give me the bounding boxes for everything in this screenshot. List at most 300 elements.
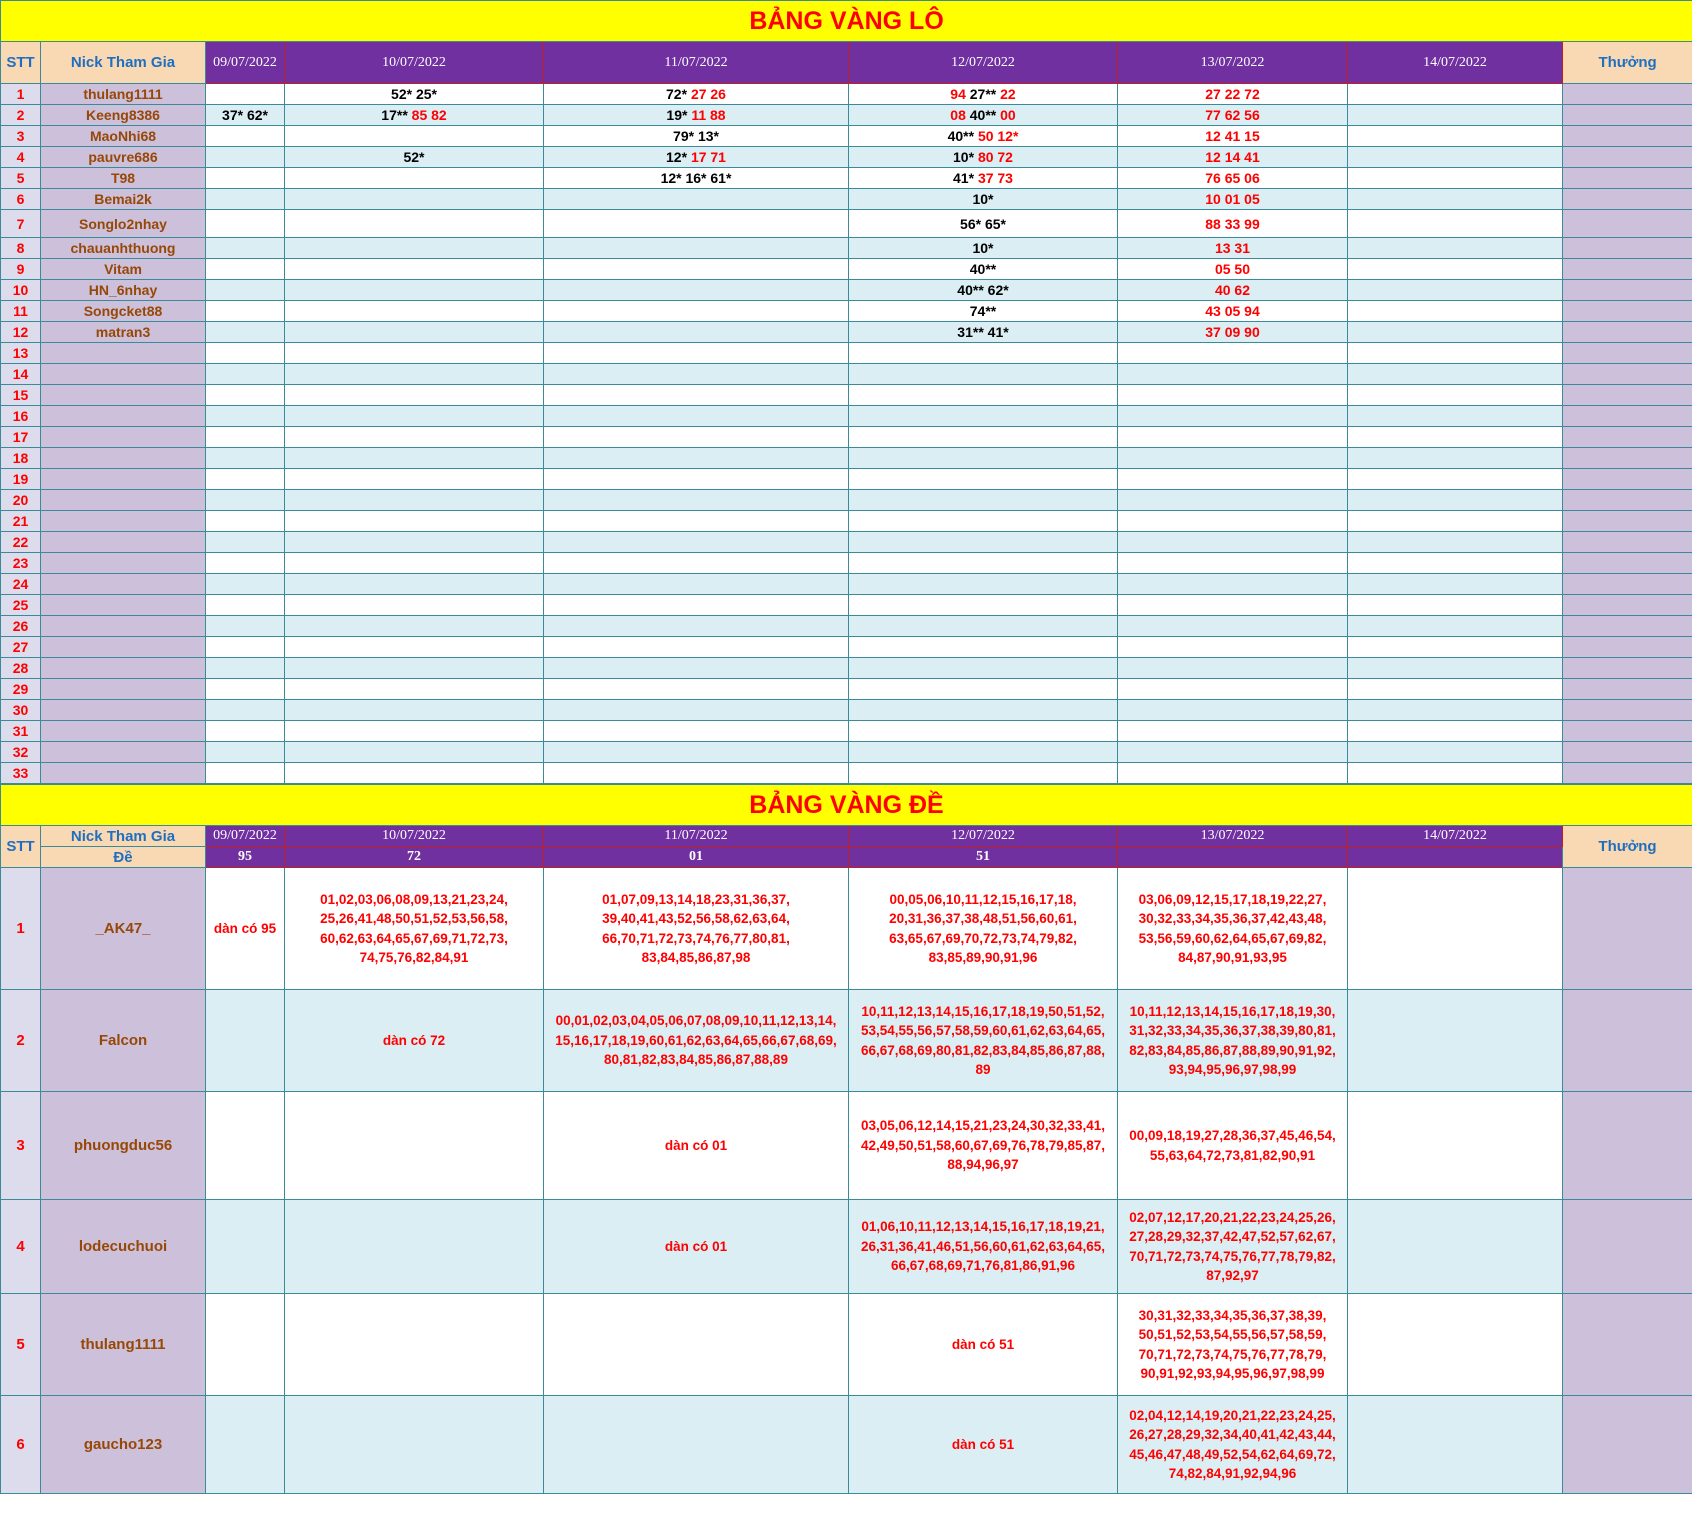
lo-pick-cell — [285, 105, 544, 126]
lo-pick-cell — [544, 189, 849, 210]
lo-pick-cell — [1118, 574, 1348, 595]
lo-row-prize — [1563, 742, 1692, 763]
lo-pick-cell — [544, 105, 849, 126]
lo-pick-cell — [206, 574, 285, 595]
lo-pick-cell — [1348, 700, 1563, 721]
lo-table-row — [1, 658, 1692, 679]
lo-pick-cell — [1118, 679, 1348, 700]
cell-segment: ,56,60,61, 63,65,67,69,70,72,73,74,79,82, 83,85,89,90,91,96 — [889, 911, 1077, 965]
lo-pick-cell — [285, 637, 544, 658]
lo-row-stt: 30 — [1, 700, 41, 721]
cell-segment: 10* — [953, 149, 978, 165]
lo-pick-cell — [544, 490, 849, 511]
lo-row-stt: 2 — [1, 105, 41, 126]
lo-row-stt: 23 — [1, 553, 41, 574]
de-header-date: 10/07/2022 — [285, 826, 544, 847]
lo-pick-cell — [206, 343, 285, 364]
de-table-row — [1, 1396, 1692, 1494]
lo-row-nick: pauvre686 — [41, 147, 206, 168]
lo-pick-cell — [1348, 210, 1563, 238]
de-result — [1348, 847, 1563, 868]
lo-pick-cell — [544, 658, 849, 679]
lo-pick-cell — [1118, 105, 1348, 126]
lo-row-prize — [1563, 511, 1692, 532]
lo-pick-cell — [544, 616, 849, 637]
lo-pick-cell — [1348, 343, 1563, 364]
lo-pick-cell — [285, 763, 544, 784]
cell-segment: 22 — [1000, 86, 1016, 102]
lo-pick-cell — [285, 126, 544, 147]
lo-row-stt: 3 — [1, 126, 41, 147]
de-table-row — [1, 868, 1692, 990]
lo-row-nick: MaoNhi68 — [41, 126, 206, 147]
lo-pick-cell — [1348, 280, 1563, 301]
de-pick-cell — [849, 1200, 1118, 1294]
de-header-date: 09/07/2022 — [206, 826, 285, 847]
lo-row-prize — [1563, 637, 1692, 658]
de-row-stt: 5 — [1, 1294, 41, 1396]
cell-segment: 85 82 — [411, 107, 447, 123]
lo-pick-cell — [544, 532, 849, 553]
lo-pick-cell — [1348, 126, 1563, 147]
lo-row-nick: T98 — [41, 168, 206, 189]
lo-pick-cell — [544, 595, 849, 616]
cell-segment: 40** — [969, 261, 997, 277]
cell-segment: 31** 41* — [957, 324, 1009, 340]
lo-pick-cell — [206, 238, 285, 259]
lo-pick-cell — [1348, 511, 1563, 532]
lo-pick-cell — [1118, 84, 1348, 105]
lo-pick-cell — [206, 364, 285, 385]
cell-segment: 52* — [403, 149, 425, 165]
lo-pick-cell — [544, 238, 849, 259]
lo-table-row — [1, 147, 1692, 168]
cell-segment: 94 — [950, 86, 970, 102]
de-pick-cell — [206, 1200, 285, 1294]
lo-row-nick — [41, 364, 206, 385]
lo-pick-cell — [285, 469, 544, 490]
lo-pick-cell — [849, 574, 1118, 595]
lo-table-row — [1, 406, 1692, 427]
de-pick-cell — [544, 1396, 849, 1494]
lo-pick-cell — [849, 322, 1118, 343]
lo-row-prize — [1563, 490, 1692, 511]
lo-pick-cell — [544, 343, 849, 364]
de-pick-cell — [1118, 1396, 1348, 1494]
de-row-stt: 2 — [1, 990, 41, 1092]
lo-row-nick: Bemai2k — [41, 189, 206, 210]
lo-table-row — [1, 763, 1692, 784]
lo-pick-cell — [849, 595, 1118, 616]
lo-pick-cell — [285, 280, 544, 301]
de-pick-cell — [1118, 1200, 1348, 1294]
cell-segment: 10* — [972, 191, 994, 207]
lo-row-nick — [41, 553, 206, 574]
cell-segment: 37 09 90 — [1205, 324, 1260, 340]
lo-table-row — [1, 595, 1692, 616]
lo-pick-cell — [849, 364, 1118, 385]
de-pick-cell — [1118, 1294, 1348, 1396]
cell-segment: 02,07,12,17,20,21,22,23,24,25,26, 27,28,29,32,37,42,47,52,57,62,67, 70,71,72,73,74,75,76,77,78,79,82, 87,92,97 — [1129, 1209, 1336, 1283]
lo-pick-cell — [849, 721, 1118, 742]
lo-table-row — [1, 189, 1692, 210]
lo-pick-cell — [849, 658, 1118, 679]
lo-pick-cell — [1348, 84, 1563, 105]
de-header-date: 11/07/2022 — [544, 826, 849, 847]
cell-segment: ,02,03,04,05,06,07,08,09,10,11,12,13,14, 15,16,17,18,19,60,61,62,63,64,65,66,67,68,69, 80,81,82,83,84,85,86,87,88,89 — [555, 1013, 837, 1068]
lo-row-nick — [41, 343, 206, 364]
lo-pick-cell — [1348, 147, 1563, 168]
lo-pick-cell — [285, 511, 544, 532]
de-row-prize — [1563, 1092, 1692, 1200]
lo-pick-cell — [544, 84, 849, 105]
lo-row-stt: 12 — [1, 322, 41, 343]
de-pick-cell — [1348, 990, 1563, 1092]
lo-pick-cell — [849, 490, 1118, 511]
lo-pick-cell — [285, 147, 544, 168]
lo-pick-cell — [1118, 322, 1348, 343]
lo-row-nick — [41, 742, 206, 763]
lo-pick-cell — [206, 427, 285, 448]
lo-pick-cell — [285, 658, 544, 679]
lo-pick-cell — [1348, 322, 1563, 343]
de-header-de: Đề — [41, 847, 206, 868]
lo-row-nick — [41, 721, 206, 742]
lo-pick-cell — [285, 595, 544, 616]
lo-pick-cell — [849, 259, 1118, 280]
lo-pick-cell — [1118, 126, 1348, 147]
lo-header-date: 14/07/2022 — [1348, 42, 1563, 84]
lo-table-row — [1, 84, 1692, 105]
cell-segment: 02,04,12,14,19,20,21,22,23,24,25, 26,27,28,29,32,34,40,41,42,43,44, 45,46,47,48,49,52,54,62,64,69,72, 74,82,84,91,92,94,96 — [1129, 1407, 1336, 1481]
lo-pick-cell — [1118, 168, 1348, 189]
lo-pick-cell — [1348, 448, 1563, 469]
de-row-prize — [1563, 1396, 1692, 1494]
cell-segment: 10* — [972, 240, 994, 256]
lo-pick-cell — [1348, 406, 1563, 427]
lo-pick-cell — [1348, 742, 1563, 763]
cell-segment: ,52, 53,54,55,56,57,58,59,60,61,62,63,64,65, 66,67,68,69,80,81,82,83,84,85,86,87,88, 89 — [861, 1003, 1105, 1077]
cell-segment: ,07,09,13,14,18,23,31,36,37, 39,40,41,43,52,56,58,62,63,64, 66,70,71,72,73,74,76,77,80,81, 83,84,85,86,87,98 — [602, 891, 790, 965]
lo-pick-cell — [544, 742, 849, 763]
de-result: 01 — [544, 847, 849, 868]
cell-segment: 51 — [954, 1238, 970, 1254]
cell-segment: 12 41 15 — [1205, 128, 1260, 144]
lo-table-row — [1, 322, 1692, 343]
de-pick-cell — [544, 1294, 849, 1396]
lo-pick-cell — [544, 259, 849, 280]
lo-row-prize — [1563, 322, 1692, 343]
lo-pick-cell — [1348, 301, 1563, 322]
cell-segment: dàn có 72 — [382, 1032, 446, 1048]
lo-pick-cell — [206, 658, 285, 679]
de-table-row — [1, 1294, 1692, 1396]
bang-vang-de-table — [0, 784, 1692, 1494]
lo-table-row — [1, 364, 1692, 385]
lo-pick-cell — [1348, 490, 1563, 511]
lo-row-prize — [1563, 364, 1692, 385]
lo-row-nick: Songlo2nhay — [41, 210, 206, 238]
lo-table-row — [1, 700, 1692, 721]
cell-segment: 10 01 05 — [1205, 191, 1260, 207]
lo-row-prize — [1563, 126, 1692, 147]
lo-row-stt: 1 — [1, 84, 41, 105]
cell-segment: 56* 65* — [960, 215, 1006, 232]
cell-segment: dàn có 01 — [664, 1137, 728, 1153]
lo-pick-cell — [544, 700, 849, 721]
lo-row-prize — [1563, 595, 1692, 616]
cell-segment: 12 14 41 — [1205, 149, 1260, 165]
lo-row-prize — [1563, 700, 1692, 721]
lo-pick-cell — [849, 637, 1118, 658]
cell-segment: 01 — [602, 891, 618, 907]
lo-pick-cell — [849, 406, 1118, 427]
cell-segment: 10,11,12,13,14,15,16,17,18,19,30, 31,32,33,34,35,36,37,38,39,80,81, 82,83,84,85,86,87,88,89,90,91,92, 93,94,95,96,97,98,99 — [1129, 1003, 1336, 1077]
de-pick-cell — [285, 1294, 544, 1396]
lo-pick-cell — [849, 700, 1118, 721]
lo-pick-cell — [285, 343, 544, 364]
lo-pick-cell — [1348, 189, 1563, 210]
de-result — [1118, 847, 1348, 868]
lo-row-prize — [1563, 147, 1692, 168]
lo-pick-cell — [849, 448, 1118, 469]
lo-row-nick — [41, 511, 206, 532]
de-header-prize: Thưởng — [1563, 826, 1692, 868]
lo-header-date: 09/07/2022 — [206, 42, 285, 84]
de-header-nick: Nick Tham Gia — [41, 826, 206, 847]
lo-row-prize — [1563, 105, 1692, 126]
lo-row-stt: 29 — [1, 679, 41, 700]
lo-row-prize — [1563, 721, 1692, 742]
lo-pick-cell — [1348, 238, 1563, 259]
cell-segment: 05 50 — [1214, 261, 1251, 277]
cell-segment: 27 22 72 — [1205, 86, 1260, 102]
lo-pick-cell — [1348, 721, 1563, 742]
lo-row-stt: 19 — [1, 469, 41, 490]
cell-segment: 40 62 — [1214, 282, 1251, 298]
de-row-stt: 1 — [1, 868, 41, 990]
lo-row-stt: 31 — [1, 721, 41, 742]
lo-row-prize — [1563, 301, 1692, 322]
lo-row-nick — [41, 469, 206, 490]
lo-pick-cell — [206, 595, 285, 616]
lo-pick-cell — [544, 574, 849, 595]
lo-pick-cell — [1348, 595, 1563, 616]
lo-row-prize — [1563, 553, 1692, 574]
lo-pick-cell — [206, 616, 285, 637]
lo-pick-cell — [849, 763, 1118, 784]
lo-pick-cell — [849, 147, 1118, 168]
lo-pick-cell — [849, 126, 1118, 147]
lo-pick-cell — [285, 385, 544, 406]
lo-pick-cell — [544, 364, 849, 385]
cell-segment: 72 — [470, 930, 486, 946]
lo-pick-cell — [1118, 700, 1348, 721]
de-row-nick: _AK47_ — [41, 868, 206, 990]
lo-table-row — [1, 301, 1692, 322]
cell-segment: 00 — [1000, 107, 1016, 123]
lo-pick-cell — [285, 700, 544, 721]
de-pick-cell — [1118, 868, 1348, 990]
lo-pick-cell — [1118, 658, 1348, 679]
de-pick-cell — [849, 1092, 1118, 1200]
de-header-date: 13/07/2022 — [1118, 826, 1348, 847]
lo-row-stt: 24 — [1, 574, 41, 595]
lo-row-prize — [1563, 679, 1692, 700]
lo-pick-cell — [849, 168, 1118, 189]
lo-header-date: 10/07/2022 — [285, 42, 544, 84]
lo-table-row — [1, 210, 1692, 238]
lo-table-row — [1, 553, 1692, 574]
cell-segment: 37* 62* — [222, 107, 268, 123]
lo-pick-cell — [1118, 343, 1348, 364]
lo-table-row — [1, 343, 1692, 364]
de-pick-cell — [285, 1200, 544, 1294]
lo-pick-cell — [206, 147, 285, 168]
lo-pick-cell — [544, 763, 849, 784]
lo-row-nick: matran3 — [41, 322, 206, 343]
lo-pick-cell — [1118, 301, 1348, 322]
cell-segment: 76 65 06 — [1205, 170, 1260, 186]
lo-pick-cell — [1118, 763, 1348, 784]
lo-pick-cell — [1348, 364, 1563, 385]
de-result: 72 — [285, 847, 544, 868]
de-header-stt: STT — [1, 826, 41, 868]
de-row-prize — [1563, 1294, 1692, 1396]
lo-pick-cell — [544, 406, 849, 427]
lo-pick-cell — [1118, 238, 1348, 259]
lo-row-nick: thulang1111 — [41, 84, 206, 105]
lo-row-nick: chauanhthuong — [41, 238, 206, 259]
de-row-nick: phuongduc56 — [41, 1092, 206, 1200]
lo-row-prize — [1563, 168, 1692, 189]
de-row-prize — [1563, 990, 1692, 1092]
cell-segment: 17 71 — [690, 149, 726, 165]
lo-row-stt: 7 — [1, 210, 41, 238]
lo-row-prize — [1563, 469, 1692, 490]
de-header-date: 14/07/2022 — [1348, 826, 1563, 847]
cell-segment: 74** — [969, 303, 997, 319]
lo-pick-cell — [544, 448, 849, 469]
lo-table-row — [1, 511, 1692, 532]
lo-row-stt: 26 — [1, 616, 41, 637]
lo-table-row — [1, 448, 1692, 469]
de-row-stt: 4 — [1, 1200, 41, 1294]
lo-table-row — [1, 238, 1692, 259]
cell-segment: 43 05 94 — [1205, 303, 1260, 319]
lo-pick-cell — [1348, 679, 1563, 700]
de-row-nick: gaucho123 — [41, 1396, 206, 1494]
lo-pick-cell — [285, 210, 544, 238]
lo-row-nick: Songcket88 — [41, 301, 206, 322]
lo-pick-cell — [206, 469, 285, 490]
lo-pick-cell — [285, 406, 544, 427]
lo-row-nick: Keeng8386 — [41, 105, 206, 126]
lo-pick-cell — [544, 322, 849, 343]
cell-segment: 00,05,06,10,11,12,15,16,17,18, 20,31,36,37,38,48, — [889, 891, 1077, 926]
lo-header-date: 12/07/2022 — [849, 42, 1118, 84]
lo-pick-cell — [544, 721, 849, 742]
lo-row-nick — [41, 490, 206, 511]
lo-pick-cell — [849, 385, 1118, 406]
lo-pick-cell — [849, 532, 1118, 553]
lo-pick-cell — [1118, 721, 1348, 742]
de-result: 95 — [206, 847, 285, 868]
lo-pick-cell — [206, 280, 285, 301]
lo-pick-cell — [1118, 595, 1348, 616]
lo-table-row — [1, 532, 1692, 553]
de-pick-cell — [849, 1396, 1118, 1494]
de-pick-cell — [206, 868, 285, 990]
lo-pick-cell — [206, 553, 285, 574]
lo-pick-cell — [1118, 553, 1348, 574]
lo-pick-cell — [1348, 574, 1563, 595]
cell-segment: 40** — [947, 128, 978, 144]
lo-table-row — [1, 105, 1692, 126]
cell-segment: 50 12* — [977, 128, 1019, 144]
cell-segment: ,58,60,67,69,76,78,79,85,87, 88,94,96,97 — [932, 1137, 1105, 1173]
lo-pick-cell — [206, 490, 285, 511]
lo-pick-cell — [206, 322, 285, 343]
cell-segment: ,56,60,61,62,63,64,65, 66,67,68,69,71,76,81,86,91,96 — [891, 1238, 1105, 1274]
de-pick-cell — [1348, 1294, 1563, 1396]
de-header-date: 12/07/2022 — [849, 826, 1118, 847]
lo-pick-cell — [285, 490, 544, 511]
de-pick-cell — [1348, 1396, 1563, 1494]
lo-row-prize — [1563, 406, 1692, 427]
lo-row-prize — [1563, 448, 1692, 469]
lo-pick-cell — [285, 189, 544, 210]
lo-row-prize — [1563, 763, 1692, 784]
lo-table-row — [1, 126, 1692, 147]
lo-row-nick — [41, 700, 206, 721]
de-pick-cell — [206, 1294, 285, 1396]
cell-segment: 01 — [574, 1013, 590, 1029]
lo-table-row — [1, 469, 1692, 490]
lo-pick-cell — [1118, 511, 1348, 532]
lo-pick-cell — [544, 280, 849, 301]
de-pick-cell — [206, 990, 285, 1092]
lo-table-row — [1, 742, 1692, 763]
lo-pick-cell — [1348, 168, 1563, 189]
lo-pick-cell — [1348, 532, 1563, 553]
lo-pick-cell — [206, 511, 285, 532]
lo-pick-cell — [206, 84, 285, 105]
cell-segment: 72* — [666, 86, 691, 102]
lo-pick-cell — [206, 679, 285, 700]
lo-pick-cell — [206, 406, 285, 427]
lo-pick-cell — [1348, 763, 1563, 784]
lo-pick-cell — [206, 168, 285, 189]
de-pick-cell — [1348, 1200, 1563, 1294]
lo-pick-cell — [849, 280, 1118, 301]
lo-pick-cell — [544, 147, 849, 168]
lo-pick-cell — [849, 210, 1118, 238]
cell-segment: 88 33 99 — [1205, 215, 1260, 232]
lo-pick-cell — [849, 301, 1118, 322]
lo-pick-cell — [849, 105, 1118, 126]
cell-segment: 51 — [917, 1137, 933, 1153]
lo-pick-cell — [544, 168, 849, 189]
de-pick-cell — [285, 990, 544, 1092]
lo-row-stt: 14 — [1, 364, 41, 385]
lo-pick-cell — [544, 210, 849, 238]
de-table-row — [1, 990, 1692, 1092]
lo-row-nick — [41, 385, 206, 406]
de-pick-cell — [285, 1092, 544, 1200]
cell-segment: 30,31,32,33,34,35,36,37,38,39, 50,51,52,53,54,55,56,57,58,59, 70,71,72,73,74,75,76,77,78,79, 90,91,92,93,94,95,96,97,98,99 — [1138, 1307, 1327, 1381]
de-pick-cell — [1118, 990, 1348, 1092]
